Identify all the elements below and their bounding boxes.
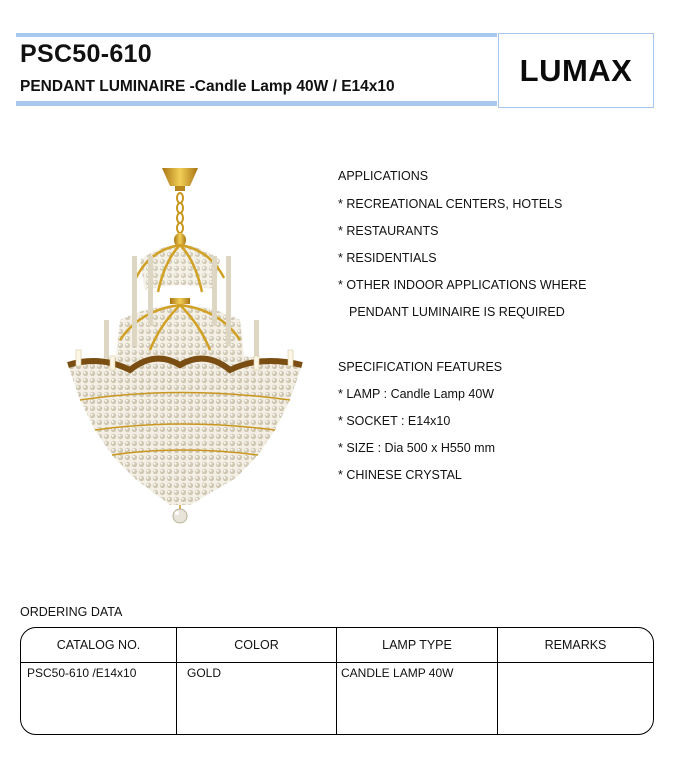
col-header-catalog: CATALOG NO.: [56, 638, 141, 652]
application-item-continuation: PENDANT LUMINAIRE IS REQUIRED: [349, 305, 565, 319]
header-bottom-rule: [16, 101, 497, 106]
application-item: * RECREATIONAL CENTERS, HOTELS: [338, 197, 563, 211]
ordering-table: [20, 627, 654, 735]
cell-color: GOLD: [187, 666, 222, 680]
specification-title: SPECIFICATION FEATURES: [338, 360, 503, 374]
application-item: * OTHER INDOOR APPLICATIONS WHERE: [338, 278, 587, 292]
table-header-rule: [21, 662, 653, 663]
product-subtitle: PENDANT LUMINAIRE -Candle Lamp 40W / E14x10: [20, 78, 395, 95]
spec-item: * SIZE : Dia 500 x H550 mm: [338, 441, 496, 455]
chandelier-photo: [40, 160, 330, 530]
application-item: * RESTAURANTS: [338, 224, 439, 238]
product-code: PSC50-610: [20, 40, 152, 68]
spec-item: * CHINESE CRYSTAL: [338, 468, 462, 482]
header-top-rule: [16, 33, 497, 37]
col-header-color: COLOR: [234, 638, 279, 652]
spec-item: * SOCKET : E14x10: [338, 414, 451, 428]
col-header-remarks: REMARKS: [544, 638, 607, 652]
col-header-lamp-type: LAMP TYPE: [382, 638, 452, 652]
ordering-data-title: ORDERING DATA: [20, 605, 123, 619]
application-item: * RESIDENTIALS: [338, 251, 437, 265]
cell-lamp-type: CANDLE LAMP 40W: [341, 666, 454, 680]
brand-logo: LUMAX: [519, 52, 633, 88]
spec-item: * LAMP : Candle Lamp 40W: [338, 387, 495, 401]
applications-title: APPLICATIONS: [338, 169, 429, 183]
cell-catalog: PSC50-610 /E14x10: [27, 666, 137, 680]
brand-logo-box: [498, 33, 654, 108]
